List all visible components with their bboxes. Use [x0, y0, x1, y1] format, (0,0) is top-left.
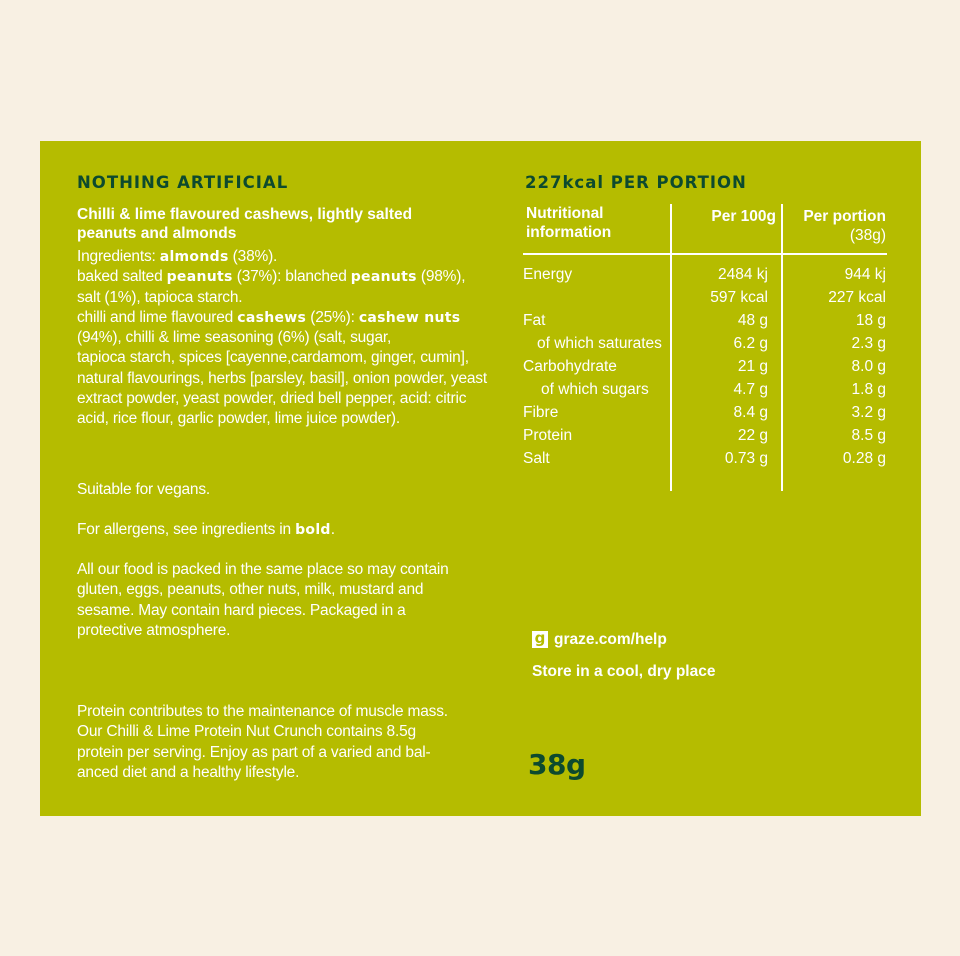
product-description-line: Chilli & lime flavoured cashews, lightly salted: [77, 206, 413, 223]
table-header-rule: [523, 253, 887, 255]
protein-claim-line: Our Chilli & Lime Protein Nut Crunch contains 8.5g: [77, 723, 416, 741]
help-link[interactable]: graze.com/help: [554, 631, 667, 648]
nutrient-label: Energy: [523, 266, 573, 283]
value-per-100g: 597 kcal: [710, 289, 768, 306]
value-per-100g: 21 g: [737, 358, 768, 375]
value-per-portion: 8.0 g: [851, 358, 886, 375]
header-line: Per portion: [803, 208, 886, 225]
nutrient-label: of which saturates: [537, 335, 662, 352]
ingredient-text: tapioca starch, spices [cayenne,cardamom, ginger, cumin],: [77, 349, 469, 367]
table-row: [0, 424, 960, 447]
ingredient-text: baked salted: [77, 268, 167, 286]
value-per-100g: 2484 kj: [718, 266, 768, 283]
value-per-portion: 18 g: [855, 312, 886, 329]
table-header-per-portion: [784, 207, 886, 245]
ingredient-text: (38%).: [228, 248, 278, 265]
table-row: [0, 447, 960, 470]
nutrient-label: Salt: [523, 450, 550, 467]
table-header-nutritional-info: [526, 204, 611, 242]
table-row: [0, 378, 960, 401]
table-row: [0, 263, 960, 286]
value-per-100g: 0.73 g: [724, 450, 768, 467]
packing-line: protective atmosphere.: [77, 621, 231, 639]
portion-size-label: (38g): [849, 227, 886, 244]
packing-statement: [77, 560, 449, 641]
nutrient-label: Protein: [523, 427, 573, 444]
table-row: [0, 355, 960, 378]
allergen-ingredient: peanuts: [350, 269, 417, 286]
ingredient-text: extract powder, yeast powder, dried bell pepper, acid: citric: [77, 390, 467, 408]
storage-instruction: Store in a cool, dry place: [532, 663, 716, 680]
table-header-per-100g: Per 100g: [711, 208, 776, 225]
product-description-line: peanuts and almonds: [77, 225, 237, 242]
value-per-portion: 3.2 g: [851, 404, 886, 421]
protein-claim-line: protein per serving. Enjoy as part of a varied and bal-: [77, 743, 431, 761]
ingredient-text: Ingredients:: [77, 248, 160, 265]
nothing-artificial-heading: NOTHING ARTIFICIAL: [77, 173, 289, 192]
allergen-prefix: For allergens, see ingredients in: [77, 521, 296, 538]
protein-claim-line: anced diet and a healthy lifestyle.: [77, 763, 300, 781]
nutrient-label: of which sugars: [541, 381, 649, 398]
graze-logo-icon: g: [532, 631, 548, 648]
protein-claim: [77, 702, 448, 783]
table-row: [0, 332, 960, 355]
allergen-statement: [77, 520, 335, 540]
allergen-bold-word: bold: [295, 522, 331, 538]
allergen-ingredient: peanuts: [166, 269, 233, 286]
ingredient-text: acid, rice flour, garlic powder, lime juice powder).: [77, 410, 400, 428]
net-weight: 38g: [528, 748, 586, 781]
protein-claim-line: Protein contributes to the maintenance of muscle mass.: [77, 703, 448, 720]
table-row: [0, 286, 960, 309]
packing-line: sesame. May contain hard pieces. Packaged in a: [77, 601, 406, 619]
value-per-100g: 48 g: [737, 312, 768, 329]
ingredient-text: (37%): blanched: [232, 268, 351, 286]
table-row: [0, 309, 960, 332]
product-description: [77, 205, 412, 243]
vegan-statement: Suitable for vegans.: [77, 481, 211, 498]
value-per-portion: 1.8 g: [851, 381, 886, 398]
value-per-100g: 8.4 g: [733, 404, 768, 421]
ingredient-text: natural flavourings, herbs [parsley, basil], onion powder, yeast: [77, 369, 487, 387]
kcal-per-portion-heading: 227kcal PER PORTION: [525, 173, 747, 192]
ingredient-text: (25%):: [306, 308, 359, 326]
ingredient-text: salt (1%), tapioca starch.: [77, 288, 243, 306]
packing-line: gluten, eggs, peanuts, other nuts, milk, mustard and: [77, 581, 424, 599]
ingredient-text: (98%),: [416, 268, 466, 286]
allergen-ingredient: cashew nuts: [358, 309, 461, 326]
packing-line: All our food is packed in the same place so may contain: [77, 561, 449, 578]
allergen-ingredient: almonds: [159, 249, 229, 265]
allergen-suffix: .: [330, 521, 335, 538]
header-line: Nutritional: [526, 205, 604, 222]
value-per-100g: 22 g: [737, 427, 768, 444]
value-per-portion: 227 kcal: [828, 289, 886, 306]
value-per-portion: 944 kj: [844, 266, 886, 283]
value-per-portion: 0.28 g: [842, 450, 886, 467]
table-row: [0, 401, 960, 424]
ingredient-text: chilli and lime flavoured: [77, 308, 238, 326]
value-per-portion: 2.3 g: [851, 335, 886, 352]
nutrient-label: Fibre: [523, 404, 559, 421]
nutrient-label: Carbohydrate: [523, 358, 617, 375]
value-per-100g: 6.2 g: [733, 335, 768, 352]
value-per-100g: 4.7 g: [733, 381, 768, 398]
ingredient-text: (94%), chilli & lime seasoning (6%) (salt, sugar,: [77, 329, 392, 347]
value-per-portion: 8.5 g: [851, 427, 886, 444]
header-line: information: [526, 224, 612, 241]
allergen-ingredient: cashews: [237, 309, 307, 326]
nutrient-label: Fat: [523, 312, 546, 329]
